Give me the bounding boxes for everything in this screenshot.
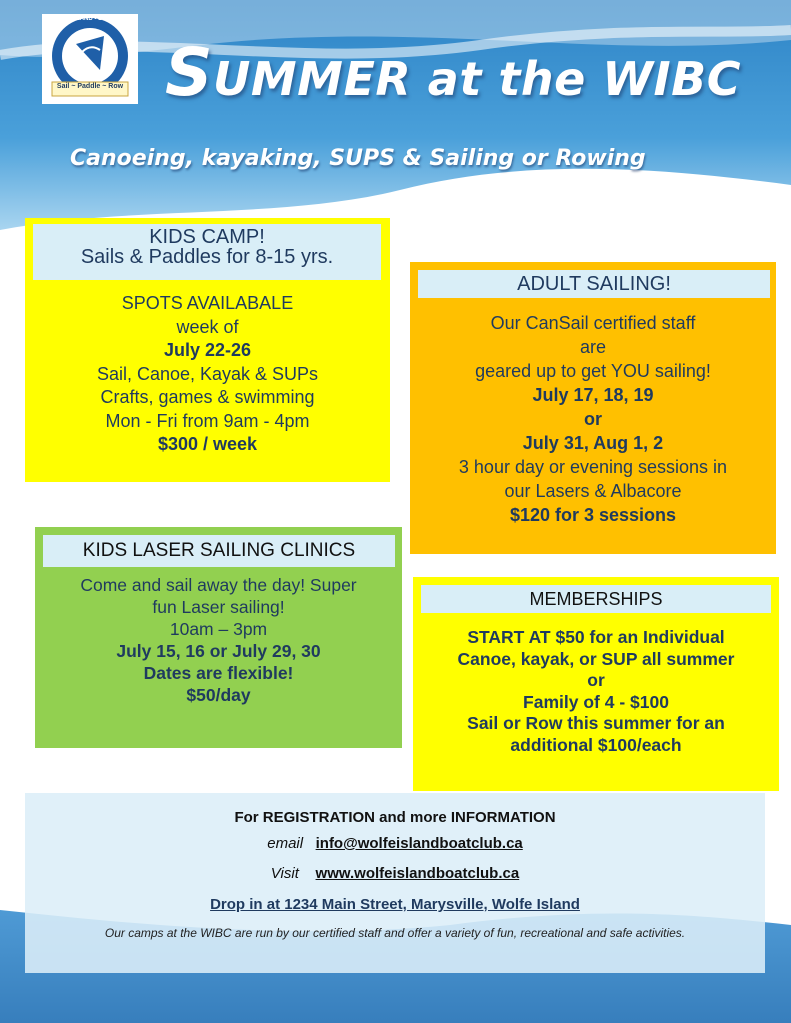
detail-line: $300 / week	[157, 434, 258, 454]
adult-sailing-box	[410, 262, 776, 554]
registration-heading: For REGISTRATION and more INFORMATION	[234, 809, 556, 826]
registration-footer	[25, 793, 765, 973]
kids-camp-heading-line: Sails & Paddles for 8-15 yrs.	[80, 246, 334, 268]
detail-line: additional $100/each	[510, 734, 682, 755]
detail-line: Come and sail away the day! Super	[80, 575, 357, 595]
detail-line: July 31, Aug 1, 2	[522, 433, 664, 453]
kids-camp-heading	[33, 224, 381, 280]
detail-line: fun Laser sailing!	[152, 597, 285, 617]
page-subtitle: Canoeing, kayaking, SUPS & Sailing or Rowing	[70, 146, 646, 171]
logo-emblem	[42, 14, 138, 104]
logo-banner-text: Sail ~ Paddle ~ Row	[56, 83, 124, 90]
laser-clinics-heading: KIDS LASER SAILING CLINICS	[43, 535, 395, 567]
detail-line: $50/day	[186, 685, 251, 705]
memberships-details	[413, 629, 779, 758]
website-link[interactable]: www.wolfeislandboatclub.ca	[315, 865, 520, 882]
laser-clinics-box	[35, 527, 402, 748]
email-row	[25, 835, 765, 852]
detail-line: our Lasers & Albacore	[504, 481, 682, 501]
detail-line: are	[579, 337, 606, 357]
detail-line: Canoe, kayak, or SUP all summer	[457, 648, 735, 669]
detail-line: Mon - Fri from 9am - 4pm	[105, 410, 310, 431]
detail-line: July 22-26	[163, 340, 252, 360]
title-initial: S	[165, 34, 214, 111]
laser-clinics-details	[35, 577, 402, 709]
kids-camp-heading-line: KIDS CAMP!	[149, 226, 265, 248]
detail-line: 10am – 3pm	[169, 619, 268, 639]
adult-sailing-details	[410, 314, 776, 530]
detail-line: SPOTS AVAILABALE	[121, 293, 294, 313]
detail-line: $120 for 3 sessions	[509, 505, 677, 525]
detail-line: July 17, 18, 19	[532, 385, 654, 405]
logo-ring-text: WOLFE ISLAND • BOAT CLUB	[47, 16, 133, 22]
club-logo	[42, 14, 138, 104]
visit-label: Visit	[270, 865, 299, 882]
title-rest: UMMER at the WIBC	[213, 52, 741, 106]
detail-line: Crafts, games & swimming	[100, 387, 315, 407]
page-title	[165, 34, 775, 124]
detail-line: or	[587, 670, 605, 690]
kids-camp-details	[25, 294, 390, 459]
detail-line: Our CanSail certified staff	[490, 313, 696, 333]
detail-line: Family of 4 - $100	[523, 691, 669, 712]
detail-line: or	[584, 409, 602, 429]
kids-camp-box	[25, 218, 390, 482]
detail-line: July 15, 16 or July 29, 30	[116, 641, 321, 661]
memberships-box	[413, 577, 779, 791]
detail-line: week of	[176, 316, 239, 337]
memberships-heading: MEMBERSHIPS	[421, 585, 771, 613]
detail-line: Sail, Canoe, Kayak & SUPs	[96, 363, 319, 384]
drop-in-address[interactable]: Drop in at 1234 Main Street, Marysville, Wolfe Island	[210, 896, 580, 913]
website-row	[25, 865, 765, 882]
footer-note: Our camps at the WIBC are run by our certified staff and offer a variety of fun, recreational and safe activities.	[104, 926, 686, 940]
detail-line: 3 hour day or evening sessions in	[458, 457, 728, 477]
detail-line: Sail or Row this summer for an	[467, 713, 725, 733]
email-label: email	[267, 835, 304, 852]
adult-sailing-heading: ADULT SAILING!	[418, 270, 770, 298]
detail-line: START AT $50 for an Individual	[467, 627, 725, 647]
email-link[interactable]: info@wolfeislandboatclub.ca	[315, 835, 523, 852]
detail-line: geared up to get YOU sailing!	[475, 361, 711, 381]
detail-line: Dates are flexible!	[143, 663, 294, 683]
